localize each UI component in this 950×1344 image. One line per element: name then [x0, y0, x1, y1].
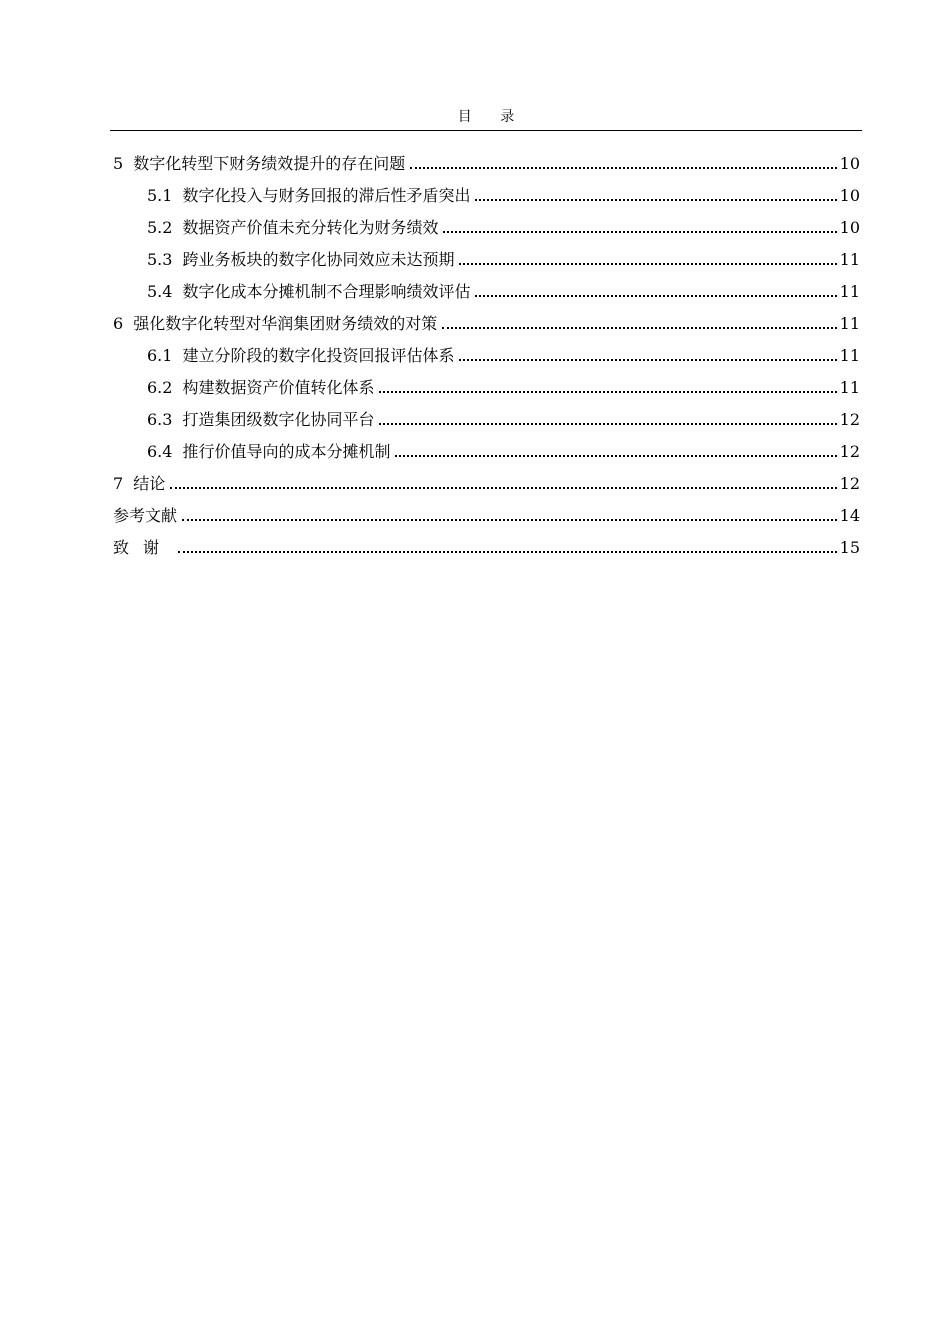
- toc-entry-title: 数字化投入与财务回报的滞后性矛盾突出: [182, 186, 471, 205]
- toc-entry-5[interactable]: [113, 142, 860, 174]
- toc-entry-5-3[interactable]: [113, 238, 860, 270]
- toc-entry-number: 5: [113, 154, 124, 173]
- toc-entry-5-1[interactable]: [113, 174, 860, 206]
- toc-entry-title: 构建数据资产价值转化体系: [182, 378, 375, 397]
- toc-dot-leader: [379, 423, 836, 425]
- toc-entry-title: 数字化成本分摊机制不合理影响绩效评估: [182, 282, 471, 301]
- toc-entry-title: 参考文献: [113, 506, 178, 525]
- page-header-title: 目 录: [457, 109, 527, 125]
- toc-dot-leader: [379, 391, 836, 393]
- toc-entry-number: 5.1: [147, 186, 173, 205]
- toc-entry-page: 11: [839, 314, 860, 333]
- toc-entry-page: 15: [839, 538, 860, 557]
- toc-entry-number: 6.4: [147, 442, 173, 461]
- toc-entry-page: 12: [839, 474, 860, 493]
- toc-dot-leader: [475, 295, 836, 297]
- table-of-contents: [113, 142, 860, 558]
- toc-entry-page: 11: [839, 346, 860, 365]
- toc-dot-leader: [395, 455, 836, 457]
- toc-entry-number: 6.3: [147, 410, 173, 429]
- toc-dot-leader: [459, 359, 836, 361]
- toc-entry-page: 10: [839, 186, 860, 205]
- toc-entry-number: 5.4: [147, 282, 173, 301]
- toc-dot-leader: [182, 519, 837, 521]
- toc-entry-title: 建立分阶段的数字化投资回报评估体系: [182, 346, 455, 365]
- page-header: [110, 106, 862, 131]
- toc-dot-leader: [442, 327, 836, 329]
- toc-entry-5-2[interactable]: [113, 206, 860, 238]
- toc-entry-number: 6.2: [147, 378, 173, 397]
- toc-dot-leader: [475, 199, 836, 201]
- toc-entry-page: 10: [839, 218, 860, 237]
- toc-entry-title: 致谢: [113, 538, 174, 557]
- toc-entry-page: 11: [839, 378, 860, 397]
- toc-entry-title: 打造集团级数字化协同平台: [182, 410, 375, 429]
- toc-entry-title: 数据资产价值未充分转化为财务绩效: [182, 218, 439, 237]
- toc-entry-page: 11: [839, 250, 860, 269]
- toc-entry-page: 12: [839, 442, 860, 461]
- toc-entry-acknowledgements[interactable]: [113, 526, 860, 558]
- toc-entry-title: 推行价值导向的成本分摊机制: [182, 442, 391, 461]
- toc-entry-references[interactable]: [113, 494, 860, 526]
- toc-entry-5-4[interactable]: [113, 270, 860, 302]
- toc-entry-title: 数字化转型下财务绩效提升的存在问题: [133, 154, 406, 173]
- toc-dot-leader: [443, 231, 836, 233]
- toc-entry-title: 强化数字化转型对华润集团财务绩效的对策: [133, 314, 438, 333]
- toc-entry-page: 14: [839, 506, 860, 525]
- toc-entry-page: 11: [839, 282, 860, 301]
- toc-entry-number: 5.3: [147, 250, 173, 269]
- toc-entry-page: 10: [839, 154, 860, 173]
- toc-entry-number: 7: [113, 474, 124, 493]
- toc-entry-6[interactable]: [113, 302, 860, 334]
- toc-entry-6-2[interactable]: [113, 366, 860, 398]
- toc-entry-6-3[interactable]: [113, 398, 860, 430]
- toc-dot-leader: [410, 167, 836, 169]
- toc-dot-leader: [170, 487, 836, 489]
- toc-entry-title: 跨业务板块的数字化协同效应未达预期: [182, 250, 455, 269]
- toc-dot-leader: [178, 551, 837, 553]
- toc-dot-leader: [459, 263, 836, 265]
- toc-entry-number: 6: [113, 314, 124, 333]
- toc-entry-6-1[interactable]: [113, 334, 860, 366]
- toc-entry-7[interactable]: [113, 462, 860, 494]
- toc-entry-number: 5.2: [147, 218, 173, 237]
- toc-entry-number: 6.1: [147, 346, 173, 365]
- toc-entry-page: 12: [839, 410, 860, 429]
- toc-entry-6-4[interactable]: [113, 430, 860, 462]
- toc-entry-title: 结论: [133, 474, 166, 493]
